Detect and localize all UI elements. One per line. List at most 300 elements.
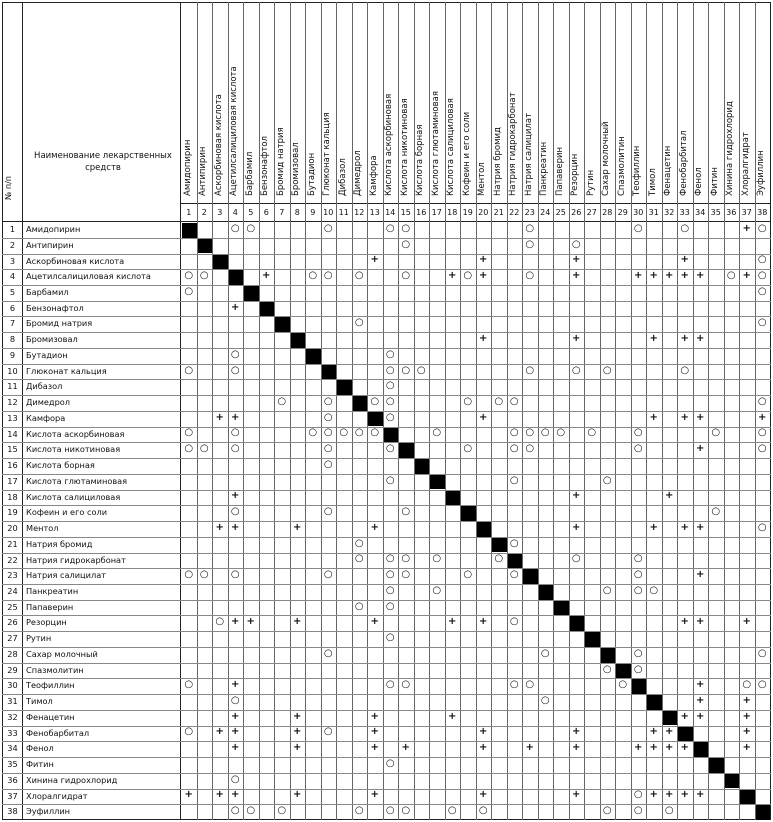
mark-circle: ○: [478, 805, 488, 817]
corner-label: № п/п: [4, 175, 13, 200]
mark-plus: +: [293, 521, 302, 533]
mark-circle: ○: [323, 411, 333, 423]
mark-circle: ○: [602, 584, 612, 596]
column-header: Кислота салициловая: [446, 98, 457, 196]
mark-plus: +: [742, 270, 751, 282]
mark-plus: +: [680, 254, 689, 266]
mark-circle: ○: [571, 553, 581, 565]
diagonal-cell: [275, 317, 290, 332]
column-number: 32: [664, 208, 675, 217]
mark-plus: +: [665, 726, 674, 738]
row-name: Хинина гидрохлорид: [26, 774, 118, 785]
row-number: 12: [7, 397, 18, 408]
column-header: Бромид натрия: [275, 127, 286, 196]
row-name: Амидопирин: [26, 224, 81, 234]
mark-circle: ○: [230, 427, 240, 439]
column-header: Натрия салицилат: [523, 112, 534, 196]
column-header: Натрия бромид: [492, 127, 503, 196]
mark-plus: +: [742, 726, 751, 738]
diagonal-cell: [384, 428, 399, 443]
mark-circle: ○: [323, 726, 333, 738]
mark-circle: ○: [525, 364, 535, 376]
column-number: 21: [493, 208, 504, 217]
mark-circle: ○: [757, 427, 767, 439]
mark-plus: +: [370, 616, 379, 628]
row-number: 21: [7, 538, 18, 549]
diagonal-cell: [508, 554, 523, 569]
header-bottom-divider: [2, 221, 771, 222]
column-number: 20: [478, 208, 489, 217]
row-divider: [2, 537, 771, 538]
column-header: Дибазол: [337, 158, 348, 196]
column-number: 35: [710, 208, 721, 217]
row-number: 35: [7, 759, 18, 770]
mark-plus: +: [231, 789, 240, 801]
mark-plus: +: [231, 521, 240, 533]
mark-circle: ○: [633, 647, 643, 659]
mark-circle: ○: [323, 427, 333, 439]
row-number: 1: [9, 224, 16, 234]
mark-plus: +: [293, 789, 302, 801]
mark-circle: ○: [323, 647, 333, 659]
mark-circle: ○: [308, 270, 318, 282]
mark-circle: ○: [618, 663, 628, 675]
diagonal-cell: [632, 679, 647, 694]
diagonal-cell: [477, 522, 492, 537]
column-header: Ацетилсалициловая кислота: [229, 66, 240, 196]
column-number: 22: [509, 208, 520, 217]
mark-circle: ○: [230, 773, 240, 785]
mark-circle: ○: [401, 222, 411, 234]
row-divider: [2, 254, 771, 255]
mark-plus: +: [479, 742, 488, 754]
row-number: 26: [7, 617, 18, 628]
row-name: Ментол: [26, 523, 59, 533]
mark-circle: ○: [385, 396, 395, 407]
mark-plus: +: [696, 270, 705, 282]
mark-circle: ○: [385, 600, 395, 612]
column-header: Кислота глютаминовая: [430, 91, 441, 196]
row-number: 7: [9, 318, 16, 329]
mark-circle: ○: [633, 427, 643, 439]
mark-plus: +: [231, 616, 240, 628]
mark-circle: ○: [230, 222, 240, 234]
row-divider: [2, 238, 771, 239]
row-number: 10: [7, 365, 18, 376]
column-number: 2: [201, 208, 207, 217]
mark-circle: ○: [323, 443, 333, 455]
mark-circle: ○: [401, 364, 411, 376]
column-header: Теофиллин: [632, 145, 643, 196]
diagonal-cell: [539, 585, 554, 600]
column-header: Фенацетин: [663, 145, 674, 196]
column-header: Рутин: [585, 169, 596, 196]
mark-plus: +: [215, 726, 224, 738]
mark-circle: ○: [525, 238, 535, 250]
mark-plus: +: [696, 333, 705, 344]
diagonal-cell: [678, 727, 693, 742]
mark-circle: ○: [246, 805, 256, 817]
row-number: 13: [7, 412, 18, 423]
mark-plus: +: [231, 710, 240, 722]
mark-circle: ○: [385, 569, 395, 581]
diagonal-cell: [694, 742, 709, 757]
row-name: Панкреатин: [26, 585, 79, 596]
diagonal-cell: [229, 270, 244, 285]
column-number: 31: [648, 208, 659, 217]
row-number: 18: [7, 491, 18, 502]
column-header: Амидопирин: [182, 139, 193, 196]
mark-circle: ○: [509, 474, 519, 486]
mark-plus: +: [572, 726, 581, 738]
mark-circle: ○: [184, 679, 194, 691]
row-number: 8: [9, 334, 16, 345]
mark-plus: +: [665, 490, 674, 502]
mark-plus: +: [231, 490, 240, 502]
row-divider: [2, 663, 771, 664]
column-header: Ментол: [477, 162, 488, 196]
column-number: 18: [447, 208, 458, 217]
column-header: Глюконат кальция: [322, 112, 333, 196]
mark-circle: ○: [633, 805, 643, 817]
mark-plus: +: [370, 521, 379, 533]
column-header: Димедрол: [353, 150, 364, 196]
mark-plus: +: [680, 789, 689, 801]
mark-circle: ○: [385, 632, 395, 643]
column-header: Сахар молочный: [601, 121, 612, 196]
mark-plus: +: [215, 521, 224, 533]
column-header: Аскорбиновая кислота: [213, 94, 224, 196]
row-number: 31: [7, 696, 18, 707]
mark-plus: +: [649, 521, 658, 533]
mark-circle: ○: [757, 254, 767, 266]
mark-circle: ○: [354, 427, 364, 439]
mark-plus: +: [231, 726, 240, 738]
mark-circle: ○: [401, 238, 411, 250]
row-name: Натрия салицилат: [26, 570, 106, 581]
column-number: 12: [354, 208, 365, 217]
mark-circle: ○: [339, 427, 349, 439]
column-header: Спазмолитин: [616, 136, 627, 196]
mark-circle: ○: [602, 474, 612, 486]
column-number: 16: [416, 208, 427, 217]
mark-circle: ○: [354, 600, 364, 612]
row-name: Ацетилсалициловая кислота: [26, 271, 151, 282]
mark-plus: +: [696, 616, 705, 628]
row-number: 28: [7, 648, 18, 659]
row-number: 29: [7, 664, 18, 675]
row-divider: [2, 647, 771, 648]
diagonal-cell: [492, 538, 507, 553]
mark-plus: +: [370, 789, 379, 801]
column-header: Хлоралгидрат: [740, 132, 751, 196]
column-number: 3: [217, 208, 223, 217]
diagonal-cell: [585, 632, 600, 647]
mark-plus: +: [184, 789, 193, 801]
mark-plus: +: [696, 789, 705, 801]
row-name: Бензонафтол: [26, 302, 84, 313]
row-number: 24: [7, 585, 18, 596]
row-number: 19: [7, 507, 18, 518]
mark-circle: ○: [323, 222, 333, 234]
mark-plus: +: [479, 616, 488, 628]
row-name: Кислота борная: [26, 460, 95, 471]
mark-plus: +: [215, 789, 224, 801]
row-name: Фенацетин: [26, 711, 75, 722]
row-number: 37: [7, 790, 18, 801]
column-header: Тимол: [647, 168, 658, 196]
column-number: 15: [400, 208, 411, 217]
diagonal-cell: [663, 711, 678, 726]
column-number: 28: [602, 208, 613, 217]
diagonal-cell: [415, 459, 430, 474]
mark-circle: ○: [230, 569, 240, 581]
mark-plus: +: [479, 254, 488, 266]
mark-circle: ○: [184, 427, 194, 439]
mark-circle: ○: [277, 805, 287, 817]
mark-circle: ○: [401, 270, 411, 282]
diagonal-cell: [368, 412, 383, 427]
mark-circle: ○: [385, 474, 395, 486]
mark-plus: +: [572, 270, 581, 282]
mark-circle: ○: [184, 726, 194, 738]
row-number: 34: [7, 743, 18, 754]
row-name: Сахар молочный: [26, 648, 98, 659]
mark-plus: +: [696, 695, 705, 706]
row-number: 2: [9, 239, 16, 250]
mark-circle: ○: [525, 222, 535, 234]
mark-circle: ○: [385, 222, 395, 234]
column-number: 23: [524, 208, 535, 217]
mark-circle: ○: [571, 238, 581, 250]
mark-circle: ○: [664, 805, 674, 817]
row-number: 27: [7, 633, 18, 644]
row-number: 6: [9, 302, 16, 313]
column-number: 4: [232, 208, 238, 217]
mark-circle: ○: [184, 569, 194, 581]
row-name: Хлоралгидрат: [26, 790, 88, 801]
mark-plus: +: [742, 695, 751, 706]
mark-circle: ○: [571, 364, 581, 376]
mark-circle: ○: [323, 569, 333, 581]
diagonal-cell: [260, 302, 275, 317]
column-number: 34: [695, 208, 706, 217]
mark-circle: ○: [494, 553, 504, 565]
mark-circle: ○: [556, 427, 566, 439]
row-name: Папаверин: [26, 601, 74, 612]
row-divider: [2, 615, 771, 616]
mark-plus: +: [293, 742, 302, 754]
mark-plus: +: [680, 333, 689, 344]
diagonal-cell: [647, 695, 662, 710]
column-header: Кислота аскорбиновая: [384, 93, 395, 196]
column-number: 27: [586, 208, 597, 217]
mark-circle: ○: [540, 695, 550, 706]
diagonal-cell: [709, 758, 724, 773]
row-name: Димедрол: [26, 397, 71, 408]
mark-plus: +: [262, 270, 271, 282]
mark-circle: ○: [385, 380, 395, 392]
column-number: 13: [369, 208, 380, 217]
diagonal-cell: [198, 239, 213, 254]
mark-circle: ○: [370, 396, 380, 407]
mark-circle: ○: [633, 584, 643, 596]
mark-circle: ○: [757, 443, 767, 455]
mark-circle: ○: [184, 364, 194, 376]
mark-plus: +: [680, 710, 689, 722]
mark-plus: +: [665, 270, 674, 282]
row-name: Тимол: [26, 696, 53, 707]
row-name: Бромид натрия: [26, 318, 93, 329]
column-header: Натрия гидрокарбонат: [508, 92, 519, 196]
mark-circle: ○: [401, 679, 411, 691]
mark-plus: +: [231, 742, 240, 754]
mark-plus: +: [231, 301, 240, 313]
mark-circle: ○: [323, 396, 333, 407]
column-number: 10: [323, 208, 334, 217]
mark-circle: ○: [509, 537, 519, 549]
mark-plus: +: [572, 333, 581, 344]
mark-circle: ○: [385, 443, 395, 455]
row-name: Аскорбиновая кислота: [26, 255, 125, 266]
diagonal-cell: [756, 805, 771, 820]
mark-plus: +: [680, 616, 689, 628]
row-name: Глюконат кальция: [26, 365, 107, 376]
mark-plus: +: [370, 726, 379, 738]
mark-circle: ○: [354, 805, 364, 817]
mark-circle: ○: [649, 584, 659, 596]
column-header: Резорцин: [570, 153, 581, 196]
mark-plus: +: [448, 270, 457, 282]
mark-circle: ○: [323, 506, 333, 518]
row-name: Резорцин: [26, 617, 67, 628]
mark-plus: +: [649, 726, 658, 738]
mark-circle: ○: [447, 805, 457, 817]
column-number: 37: [741, 208, 752, 217]
mark-circle: ○: [509, 679, 519, 691]
column-number: 17: [431, 208, 442, 217]
column-header: Камфора: [368, 155, 379, 196]
row-number: 16: [7, 460, 18, 471]
row-number: 17: [7, 475, 18, 486]
column-number: 5: [248, 208, 254, 217]
column-number: 7: [279, 208, 285, 217]
mark-plus: +: [293, 616, 302, 628]
mark-plus: +: [479, 789, 488, 801]
column-number: 11: [338, 208, 349, 217]
column-number: 33: [679, 208, 690, 217]
mark-plus: +: [696, 443, 705, 455]
row-name: Эуфиллин: [26, 806, 71, 817]
mark-circle: ○: [323, 270, 333, 282]
mark-circle: ○: [354, 553, 364, 565]
row-divider: [2, 505, 771, 506]
mark-circle: ○: [184, 443, 194, 455]
column-number: 19: [462, 208, 473, 217]
column-header: Фитин: [709, 167, 720, 196]
mark-circle: ○: [230, 443, 240, 455]
diagonal-cell: [461, 506, 476, 521]
row-number: 20: [7, 523, 18, 533]
row-number: 22: [7, 554, 18, 565]
mark-plus: +: [293, 726, 302, 738]
column-number: 29: [617, 208, 628, 217]
column-header: Кофеин и его соли: [461, 111, 472, 196]
mark-plus: +: [680, 270, 689, 282]
header-label: Наименование лекарственных средств: [34, 151, 172, 173]
mark-plus: +: [448, 710, 457, 722]
mark-circle: ○: [587, 427, 597, 439]
mark-circle: ○: [432, 553, 442, 565]
mark-plus: +: [572, 254, 581, 266]
mark-circle: ○: [742, 679, 752, 691]
mark-circle: ○: [385, 348, 395, 360]
mark-circle: ○: [525, 443, 535, 455]
mark-circle: ○: [215, 616, 225, 628]
mark-circle: ○: [246, 222, 256, 234]
row-number: 23: [7, 570, 18, 581]
column-header: Панкреатин: [539, 141, 550, 196]
column-number: 8: [294, 208, 300, 217]
mark-plus: +: [293, 710, 302, 722]
mark-circle: ○: [509, 569, 519, 581]
row-number: 5: [9, 286, 16, 297]
row-number: 4: [9, 271, 16, 282]
diagonal-cell: [570, 616, 585, 631]
diagonal-cell: [291, 333, 306, 348]
row-number: 9: [9, 349, 16, 360]
mark-circle: ○: [432, 427, 442, 439]
mark-plus: +: [634, 742, 643, 754]
row-name: Натрия гидрокарбонат: [26, 554, 126, 565]
column-header: Фенобарбитал: [678, 130, 689, 196]
mark-circle: ○: [385, 411, 395, 423]
mark-circle: ○: [757, 270, 767, 282]
mark-circle: ○: [509, 396, 519, 407]
diagonal-cell: [306, 349, 321, 364]
mark-circle: ○: [602, 663, 612, 675]
row-name: Рутин: [26, 633, 52, 644]
mark-circle: ○: [509, 616, 519, 628]
mark-plus: +: [572, 742, 581, 754]
column-header: Папаверин: [554, 146, 565, 196]
diagonal-cell: [601, 648, 616, 663]
mark-plus: +: [246, 616, 255, 628]
mark-circle: ○: [633, 569, 643, 581]
mark-plus: +: [696, 710, 705, 722]
mark-plus: +: [649, 742, 658, 754]
row-name: Кислота глютаминовая: [26, 475, 128, 486]
mark-plus: +: [572, 789, 581, 801]
row-number: 36: [7, 774, 18, 785]
mark-circle: ○: [463, 569, 473, 581]
column-number: 24: [540, 208, 551, 217]
frame-bottom: [2, 819, 771, 820]
mark-plus: +: [525, 742, 534, 754]
column-number: 14: [385, 208, 396, 217]
row-name: Барбамил: [26, 286, 69, 297]
mark-plus: +: [742, 222, 751, 234]
mark-circle: ○: [757, 285, 767, 297]
mark-plus: +: [649, 411, 658, 423]
row-divider: [2, 316, 771, 317]
mark-plus: +: [572, 521, 581, 533]
mark-circle: ○: [401, 553, 411, 565]
mark-circle: ○: [757, 317, 767, 329]
row-name: Теофиллин: [26, 680, 75, 691]
mark-plus: +: [634, 270, 643, 282]
row-divider: [2, 458, 771, 459]
